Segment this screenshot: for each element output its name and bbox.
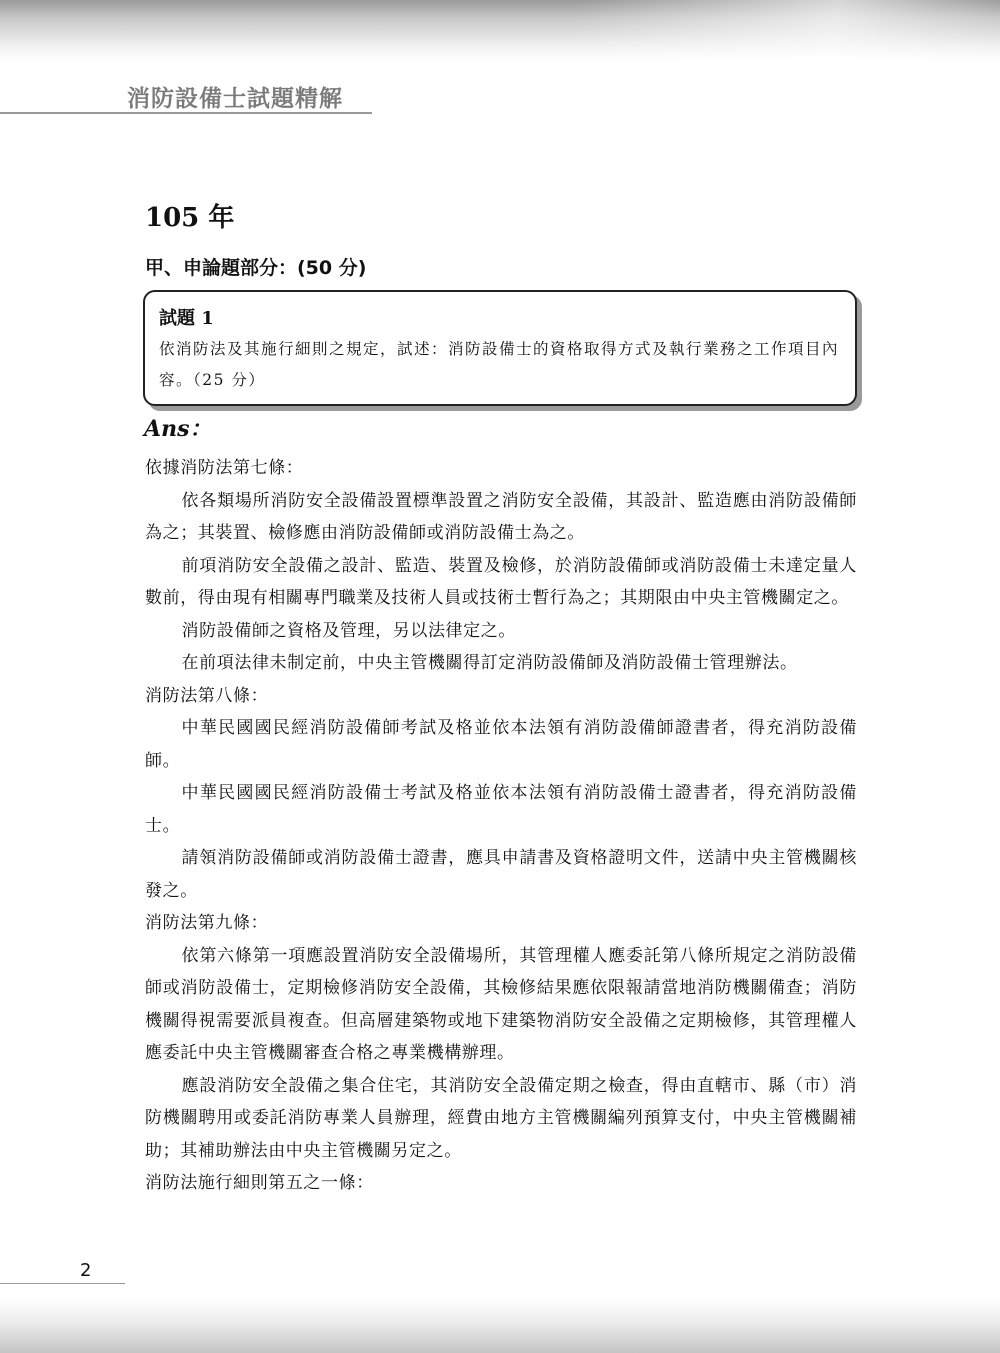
paragraph: 消防法第八條： — [145, 685, 269, 706]
header-rule — [0, 112, 372, 114]
question-box — [143, 290, 857, 406]
question-label: 試題 1 — [159, 308, 214, 329]
page-number: 2 — [80, 1260, 92, 1281]
question-text: 依消防法及其施行細則之規定，試述：消防設備士的資格取得方式及執行業務之工作項目內容。（25 分） — [159, 340, 840, 389]
section-heading: 甲、申論題部分：(50 分) — [145, 257, 367, 279]
paragraph: 請領消防設備師或消防設備士證書，應具申請書及資格證明文件，送請中央主管機關核發之。 — [145, 848, 857, 901]
paragraph: 在前項法律未制定前，中央主管機關得訂定消防設備師及消防設備士管理辦法。 — [181, 653, 798, 673]
answer-label: Ans： — [144, 416, 212, 442]
answer-body — [145, 452, 857, 1200]
paragraph: 應設消防安全設備之集合住宅，其消防安全設備定期之檢查，得由直轄市、縣（市）消防機關聘用或委託消防專業人員辦理，經費由地方主管機關編列預算支付，中央主管機關補助；其補助辦法由中央主管機關另定之。 — [145, 1075, 857, 1161]
paragraph: 消防法施行細則第五之一條： — [145, 1173, 374, 1193]
bottom-decorative-band — [0, 1300, 1000, 1353]
paragraph: 前項消防安全設備之設計、監造、裝置及檢修，於消防設備師或消防設備士未達定量人數前，得由現有相關專門職業及技術人員或技術士暫行為之；其期限由中央主管機關定之。 — [145, 555, 857, 608]
paragraph: 依據消防法第七條： — [145, 458, 304, 478]
top-decorative-band — [0, 0, 1000, 60]
paragraph: 中華民國國民經消防設備士考試及格並依本法領有消防設備士證書者，得充消防設備士。 — [145, 783, 857, 836]
paragraph: 依第六條第一項應設置消防安全設備場所，其管理權人應委託第八條所規定之消防設備師或消防設備士，定期檢修消防安全設備，其檢修結果應依限報請當地消防機關備查；消防機關得視需要派員複查。但高層建築物或地下建築物消防安全設備之定期檢修，其管理權人應委託中央主管機關審查合格之專業機構辦理。 — [145, 945, 857, 1063]
paragraph: 依各類場所消防安全設備設置標準設置之消防安全設備，其設計、監造應由消防設備師為之；其裝置、檢修應由消防設備師或消防設備士為之。 — [145, 490, 857, 543]
paragraph: 消防法第九條： — [145, 913, 269, 933]
running-header-title: 消防設備士試題精解 — [127, 85, 343, 112]
year-title: 105 年 — [145, 203, 235, 233]
footer-rule — [0, 1283, 125, 1284]
paragraph: 中華民國國民經消防設備師考試及格並依本法領有消防設備師證書者，得充消防設備師。 — [145, 718, 857, 771]
paragraph: 消防設備師之資格及管理，另以法律定之。 — [181, 620, 516, 641]
